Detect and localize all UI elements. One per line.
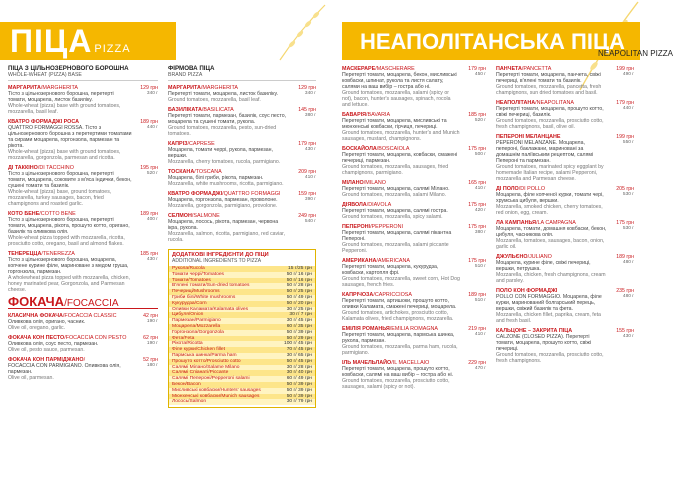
extras-name: Мисливські ковбаски/Hunters' sausages [172,387,261,393]
item-name: ІЛЬ МАЧЕЛЬЛАЙО/IL MACELLAIO [342,360,430,366]
extras-box [168,249,316,408]
item-description-en: Whole-wheat (pizza) base with ground tomatoes, mozzarella, basil leaf. [8,103,121,115]
item-name: КОТО БЕНЕ/COTTO BENE [8,211,76,217]
extras-name: Салямі Мілано/Salame Milano [172,364,240,370]
extras-name: Філе курки/Chicken fillet [172,347,225,353]
menu-item [168,213,316,243]
item-description: Перетерті томати, моцарела, бекон, мисливські ковбаски, шпинат, рукола та листя салату, салями на ваш вибір – гостра або ні. [342,72,457,90]
item-description: Моцарела, курине філе, свіжі печериці, вершки, петрушка. [496,260,591,272]
item-name: ПЕПЕРОНІ МЕЛАНЦАНЕ [496,134,561,140]
item-price: 209 грн [298,169,316,175]
item-name: КВАТРО ФОРМАДЖІ РОСА [8,119,80,125]
extras-price: 60 г/ 35 грн [286,323,312,329]
item-price: 129 грн [298,85,316,91]
item-description: Перетерті томати, моцарела, пармська шинка, рукола, пармезан. [342,332,455,344]
extras-price: 60 г/ 49 грн [286,376,312,382]
item-description-en: Mozzarella, salmon, ricotta, parmigiano, red caviar, rucola. [168,231,286,243]
item-weight: 410 г [474,186,486,191]
item-name: ПЕПЕРОНІ/PEPPERONI [342,224,404,230]
item-name: ФОКАЧА КОН ПАРМІДЖАНО/ [8,357,86,363]
item-description: Перетерті томати, моцарела, салямі Мілано. [342,186,450,192]
menu-item [8,211,158,247]
menu-item [496,66,634,96]
item-name-en: / [83,357,86,363]
item-name-en: /DI POLLO [518,186,546,192]
column-brand [168,66,316,408]
item-description-en: Whole-wheat pizza topped with mozzarella, ricotta, prosciutto cotto, oregano, basil and almond flakes. [8,235,125,247]
item-weight: 340 г [304,91,316,96]
menu-item [342,224,486,254]
item-name: ЛА КАМПАНЬЯ/LA CAMPAGNA [496,220,576,226]
item-description: Моцарела, томати, домашня ковбаски, бекон, цибуля, часникова олія. [496,226,607,238]
section-title: ФІРМОВА ПІЦА [168,65,215,72]
extras-name: Гриби білі/White mushrooms [172,294,236,300]
item-price: 179 грн [468,66,486,72]
menu-item [342,180,486,198]
item-weight: 190 г [146,341,158,346]
item-weight: 430 г [304,147,316,152]
item-price: 175 грн [468,258,486,264]
extras-price: 50 г/ 29 грн [286,335,312,341]
item-price: 195 грн [140,165,158,171]
extras-price: 50 г/ 16 грн [286,277,312,283]
item-price: 165 грн [468,180,486,186]
item-price: 175 грн [468,146,486,152]
item-name-en: /PEPPERONI [370,224,404,230]
item-price: 42 грн [143,313,158,319]
item-weight: 380 г [304,113,316,118]
focaccia-section [8,294,158,381]
item-price: 205 грн [616,186,634,192]
item-name: КЛАСИЧНА ФОКАЧА/FOCACCIA CLASSIC [8,313,117,319]
item-description: POLLO CON FORMAGGIO. Моцарела, філе курки, маринований болгарський перець, вершки, свіжий базилік та фета. [496,294,602,312]
item-name-en: /JULIANO [527,254,552,260]
item-name-en: /MILANO [363,180,386,186]
item-description: Моцарела, томати черрі, рукола, пармезан, вершки. [168,147,273,159]
item-description: Перетерті томати, моцарела, панчета, свіжі печериці, в'ялені томати та базилік. [496,72,601,84]
item-description-en: Ground tomatoes, mozzarella, hunter's and Munich sausages, mustard, champignons. [342,130,460,142]
item-name: МАСКЕРАРЕ/MASCHERARE [342,66,415,72]
item-name-en: /FOCACCIA CON PESTO [64,335,127,341]
item-description-en: Whole-wheat (pizza) base, ground tomatoes, mozzarella, turkey sausages, bacon, fried champignons and roasted garlic. [8,189,112,207]
extras-name: Оливки Каламата/Kalamata olives [172,306,249,312]
item-price: 219 грн [468,326,486,332]
item-name: ЕМІЛІЯ РОМАНЬЯ/EMILIA ROMAGNA [342,326,439,332]
menu-item [342,66,486,108]
item-description-en: Ground tomatoes, mozzarella, spicy salami. [342,214,443,220]
item-name: ДЖУЛЬЄНО/JULIANO [496,254,552,260]
menu-item [342,326,486,356]
item-description-en: Mozzarella, cherry tomatoes, rucola, parmigiano. [168,159,281,165]
item-description: Оливкова олія, соус песто, пармезан. [8,341,99,347]
item-description: Перетерті томати, моцарела, прошуто котто, ковбаски, салямі на ваш вибір – гостра або ні. [342,366,454,378]
menu-item [496,220,634,250]
menu-item [8,335,158,353]
menu-item [8,119,158,161]
item-description: Моцарела, філе копченої курки, томати чері, хрумська цибуля, вершки. [496,192,604,204]
extras-price: 100 г/ 45 грн [283,341,312,347]
item-weight: 190 г [146,319,158,324]
item-description-en: Mozzarella, chicken, fresh champignons, cream and parsley. [496,272,606,284]
item-price: 62 грн [143,335,158,341]
item-weight: 440 г [146,125,158,130]
menu-item [496,134,634,182]
extras-price: 50 г/ 25 грн [286,289,312,295]
item-name: КВАТРО ФОРМАДЖІ/QUATTRO FORMAGGI [168,191,281,197]
extras-name: Бекон/Bacon [172,381,201,387]
item-weight: 510 г [474,298,486,303]
menu-item [342,258,486,288]
item-name-en: /MASCHERARE [375,66,415,72]
extras-price: 50 г/ 45 грн [286,358,312,364]
focaccia-title: ФОКАЧА/FOCACCIA [8,299,158,309]
extras-price: 15 г/25 грн [288,266,312,271]
item-description: Перетерті томати, моцарела, салямі пікантна Пепероні. [342,230,452,242]
extras-price: 30 г/ 25 грн [286,306,312,312]
item-name-en: /CAPRESE [187,141,215,147]
item-description-en: Ground tomatoes, mozzarella, basil leaf. [168,97,261,103]
item-description-en: Ground tomatoes, mozzarella, parma ham, rucola, parmigiano. [342,344,458,356]
item-weight: 430 г [146,257,158,262]
item-price: 199 грн [616,134,634,140]
item-name: КАЛЬЦОНЕ – ЗАКРИТА ПІЦА [496,328,573,334]
menu-item [168,85,316,103]
item-name-en: /TENEREZZA [41,251,75,257]
item-name: КАПРІЗ/CAPRESE [168,141,215,147]
menu-item [342,292,486,322]
item-name: МІЛАНО/MILANO [342,180,386,186]
menu-item [342,112,486,142]
item-weight: 490 г [622,72,634,77]
extras-name: Томати черрі/Tomatoes [172,271,224,277]
item-name: СЕЛМОН/SALMONE [168,213,220,219]
extras-price: 50 г/ 39 грн [286,381,312,387]
item-name: БАЗИЛІКАТА/BASILICATA [168,107,234,113]
column-neapolitan-2 [496,66,634,368]
item-price: 189 грн [468,292,486,298]
item-name-en: /DI TACCHINO [37,165,74,171]
item-description: Тісто з цільнозернового борошна, перетерті томати, моцарела, рікота, прошуто котто, оригано, базилік та оливкова олія. [8,217,130,235]
item-name: МАРГАРИТА/MARGHERITA [168,85,238,91]
item-name-en: /TOSCANA [194,169,222,175]
item-price: 175 грн [468,202,486,208]
item-description-en: Ground tomatoes, mozzarella, salami piccante Pepperoni. [342,242,449,254]
item-description: Перетерті томати, пармезан, базилік, соус песто, моцарела та сушені томати, рукола. [168,113,287,125]
item-price: 189 грн [140,119,158,125]
item-description-en: Ground tomatoes, mozzarella, sausages, fried champignons, parmigiano. [342,164,449,176]
item-name-en: /DIAVOLA [366,202,392,208]
menu-item [496,254,634,284]
item-weight: 530 г [622,192,634,197]
item-name-en: /MARGHERITA [200,85,238,91]
item-description-en: Olive oil, pesto sauce, parmesan. [8,347,85,353]
extras-name: Фета/Feta [172,335,195,341]
item-weight: 410 г [474,332,486,337]
item-price: 155 грн [616,328,634,334]
item-description: Перетерті томати, моцарела, ковбаски, смажені печериці, пармезан. [342,152,458,164]
item-weight: 500 г [474,152,486,157]
item-price: 229 грн [468,360,486,366]
item-description-en: Ground tomatoes, mozzarella, prosciutto cotto, sausages, salami (spicy or not). [342,378,450,390]
item-price: 235 грн [616,288,634,294]
item-weight: 390 г [304,197,316,202]
extras-name: Лосось/Salmon [172,399,207,405]
extras-name: Пармська шинка/Parma ham [172,352,237,358]
menu-item [496,186,634,216]
extras-price: 50 г/ 39 грн [286,393,312,399]
item-description: Моцарела, лосось, рікота, пармезан, червона ікра, рукола. [168,219,279,231]
item-price: 189 грн [140,211,158,217]
item-price: 185 грн [140,251,158,257]
item-weight: 480 г [622,294,634,299]
item-name-en: /BASILICATA [201,107,234,113]
item-weight: 480 г [622,260,634,265]
item-name-en: /QUATTRO FORMAGGI [222,191,281,197]
item-price: 52 грн [143,357,158,363]
item-description-en: Whole-wheat (pizza) base with ground tomatoes, mozzarella, gorgonzola, parmesan and ricotta. [8,149,121,161]
item-description-en: Ground tomatoes, mozzarella, salami (spicy or not), bacon, hunter's sausages, spinach, rocola and lettuce. [342,90,451,108]
item-description: CALZONE (CLOSED PIZZA). Перетерті томати, моцарела, прошуто котто, свіжі печериці. [496,334,592,352]
item-price: 185 грн [468,112,486,118]
menu-item [496,328,634,364]
item-description-en: Ground tomatoes, mozzarella, pesto, sun-dried tomatoes. [168,125,277,137]
extras-price: 50 г/ 49 грн [286,294,312,300]
item-description: Перетерті томати, моцарела, листок базиліку. [168,91,278,97]
item-description: Перетерті томати, моцарела, мисливські та мюнхенські ковбаски, гірчиця, печериці. [342,118,447,130]
item-weight: 420 г [474,208,486,213]
item-weight: 520 г [146,171,158,176]
extras-name: Рукола/Rucola [172,266,205,271]
item-name: ПОЛО КОН ФОРМАДЖІ [496,288,558,294]
item-price: 249 грн [298,213,316,219]
item-description: Тісто з цільнозернового борошна, моцарела, копчене курине філе, мариноване з медом груша, горгонзола, пармезан. [8,257,129,275]
item-description: Перетерті томати, моцарела, салямі гостра. [342,208,448,214]
menu-item [8,85,158,115]
item-name: ДІЯВОЛА/DIAVOLA [342,202,392,208]
item-description-en: Ground tomatoes, mozzarella, prosciutto cotto, fresh champignons, basil, olive oil. [496,118,604,130]
item-name: НЕАПОЛІТАНА/NEAPOLITANA [496,100,574,106]
menu-item [168,107,316,137]
item-weight: 510 г [474,264,486,269]
item-price: 159 грн [298,191,316,197]
item-price: 175 грн [616,220,634,226]
item-price: 179 грн [616,100,634,106]
item-weight: 520 г [474,118,486,123]
wheat-decoration-icon [270,0,330,60]
item-description: Тісто з цільнозернового борошна, перетерті томати, моцарела, листок базиліку. [8,91,114,103]
pizza-title: ПІЦА PIZZA [10,23,131,59]
item-name: ДІ ТАККІНО/DI TACCHINO [8,165,74,171]
item-name-en: /PANCETTA [521,66,552,72]
extras-price: 50 г/ 39 грн [286,387,312,393]
menu-item [168,141,316,165]
item-weight: 540 г [304,219,316,224]
item-name: ФОКАЧА КОН ПЕСТО/FOCACCIA CON PESTO [8,335,127,341]
item-description-en: Ground tomatoes, mozzarella, prosciutto cotto, fresh champignons. [496,352,604,364]
item-description-en: Ground tomatoes, mozzarella, sweet corn, Hot Dog sausages, french fries. [342,276,460,288]
extras-name: Томати/Tomatoes [172,277,211,283]
item-name-en: /SALMONE [191,213,220,219]
extras-price: 30 г/ 79 грн [286,399,312,405]
item-name-en: /BAVARIA [366,112,391,118]
extras-price: 30 г/ 40 грн [286,370,312,376]
item-name-en: /MARGHERITA [40,85,78,91]
item-name-en: /BOSCAIOLA [376,146,410,152]
item-name-en: /COTTO BENE [39,211,76,217]
menu-item [8,313,158,331]
extras-price: 30 г/ 65 грн [286,352,312,358]
item-weight: 530 г [622,226,634,231]
extras-price: 50 г/ 39 грн [286,329,312,335]
extras-name: Моцарела/Mozzarella [172,323,221,329]
item-description-en: Ground tomatoes, mozzarella, salami Milano. [342,192,447,198]
item-name: МАРГАРИТА/MARGHERITA [8,85,78,91]
extras-row [169,399,315,405]
item-description: Оливкова олія, оригано, часник. [8,319,86,325]
menu-item [168,191,316,209]
item-description-en: Mozzarella, gorgonzola, parmigiano, provolone. [168,203,278,209]
extras-name: Цибуля/Onion [172,312,204,318]
item-weight: 450 г [474,72,486,77]
item-description-en: Olive oil, oregano, garlic. [8,325,66,331]
item-description-en: Mozzarella, tomatoes, sausages, bacon, onion, garlic oil. [496,238,605,250]
item-description-en: Mozzarella, smoked chicken, cherry tomatoes, red onion, egg, cream. [496,204,603,216]
menu-item [496,288,634,324]
extras-price: 70 г/ 45 грн [286,347,312,353]
item-name-en: /CAPRICCIOSA [373,292,412,298]
item-description-en: Mozzarella, white mushrooms, ricotta, parmigiano. [168,181,284,187]
item-price: 189 грн [616,254,634,260]
extras-price: 30 г/ 7 грн [289,312,312,318]
item-description-en: Ground tomatoes, marinated spicy eggplant by homemade Italian recipe, salami Pepperoni, mozzarella and Parmesan cheese. [496,164,604,182]
menu-item [342,146,486,176]
menu-item [342,202,486,220]
column-wholewheat [8,66,158,385]
extras-name: В'ялені томати/Sun-dried tomatoes [172,283,250,289]
item-name: ПАНЧЕТА/PANCETTA [496,66,552,72]
extras-name: Рікота/Ricotta [172,341,203,347]
item-description-en: Olive oil, parmesan. [8,375,54,381]
item-description: Перетерті томати, моцарела, прошуто котто, свіжі печериці, базилік. [496,106,604,118]
extras-price: 30 г/ 45 грн [286,318,312,324]
item-name-en: /LA CAMPAGNA [536,220,576,226]
extras-name: Пармезан/Parmigiano [172,318,221,324]
item-name-en: /FOCACCIA CLASSIC [62,313,117,319]
section-subtitle: WHOLE-WHEAT (PIZZA) BASE [8,72,158,81]
extras-price: 50 г/ 28 грн [286,283,312,289]
menu-item [8,357,158,381]
item-price: 129 грн [140,85,158,91]
extras-price: 50 г/ 20 грн [286,300,312,306]
menu-item [8,165,158,207]
item-description-en: Ground tomatoes, artichokes, prosciutto cotto, Kalamata olives, fried champignons, mozzarella. [342,310,454,322]
extras-name: Салямі Спіанаті/Piccante [172,370,229,376]
item-weight: 550 г [622,140,634,145]
item-weight: 180 г [146,363,158,368]
extras-subtitle: ADDITIONAL INGREDIENTS TO PIZZA [172,258,262,264]
item-description-en: Ground tomatoes, mozzarella, pancetta, fresh champignons, sun dried tomatoes and basil. [496,84,602,96]
extras-price: 50 г/ 16 грн [286,271,312,277]
neapolitan-title: НЕАПОЛІТАНСЬКА ПІЦА NEAPOLITAN PIZZA [360,29,673,58]
item-description-en: A wholewheat pizza topped with mozzarella, chicken, honey marinated pear, Gorgonzola, and Parmesan cheese. [8,275,130,293]
item-description: Моцарела, білі гриби, рікота, пармезан. [168,175,264,181]
section-subtitle: BRAND PIZZA [168,72,316,81]
menu-item [8,251,158,293]
item-name: ТОСКАНА/TOSCANA [168,169,222,175]
item-price: 145 грн [298,107,316,113]
item-name-en: /AMERICANA [376,258,410,264]
extras-name: Мюнхенські ковбаски/Munich sausages [172,393,260,399]
menu-item [496,100,634,130]
extras-price: 30 г/ 28 грн [286,364,312,370]
item-weight: 470 г [474,366,486,371]
extras-name: Прошуто котто/Prosciutto cotto [172,358,241,364]
item-weight: 400 г [146,217,158,222]
extras-title: ДОДАТКОВІ ІНГРЕДІЄНТИ ДО ПІЦИ [172,252,269,258]
item-name: АМЕРИКАНА/AMERICANA [342,258,410,264]
item-name-en: /NEAPOLITANA [535,100,574,106]
extras-name: Горгонзола/Gorgonzola [172,329,224,335]
item-description: FOCACCIA CON PARMIGIANO. Оливкова олія, пармезан. [8,363,121,375]
item-description: Моцарела, горгонзола, пармезан, проволоне. [168,197,278,203]
item-name-en: /EMILIA ROMAGNA [389,326,439,332]
menu-item [168,169,316,187]
item-price: 199 грн [616,66,634,72]
item-name-en: /IL MACELLAIO [391,360,430,366]
item-price: 179 грн [298,141,316,147]
item-description: QUATTRO FORMAGGI ROSSA. Тісто з цільнозернового борошна з перетертими томатами та сирами моцарела, горгонзола, пармезан та рікота. [8,125,132,149]
item-name: ТЕНЕРЕЦЦА/TENEREZZA [8,251,75,257]
extras-name: Салямі Пепероні/Pepperoni salami [172,376,250,382]
item-weight: 440 г [622,106,634,111]
extras-name: Печериці/Mushrooms [172,289,220,295]
item-description: Тісто з цільнозернового борошна, перетерті томати, моцарела, соковите з м'яса індички, бекон, сушені томати та базилік. [8,171,132,189]
item-description-en: Mozzarella, chicken fillet, paprika, cream, feta and fresh basil. [496,312,601,324]
item-description: PEPERONI MELANZANE. Моцарела, пепероні, баклажани, мариновані за домашнім паліївським рецептом, салямі Пепероні та пармезан. [496,140,594,164]
item-weight: 430 г [622,334,634,339]
item-name: ДІ ПОЛО/DI POLLO [496,186,546,192]
extras-name: Кукурудза/Corn [172,300,207,306]
menu-item [342,360,486,390]
section-title: ПІЦА З ЦІЛЬНОЗЕРНОВОГО БОРОШНА [8,65,129,72]
item-description: Перетерті томати, артишоки, прошуто котто, оливки Каламата, смажені печериці, моцарела. [342,298,457,310]
column-neapolitan-1 [342,66,486,394]
item-price: 175 грн [468,224,486,230]
item-name: БАВАРІЯ/BAVARIA [342,112,391,118]
item-name: КАПРІЧОЗА/CAPRICCIOSA [342,292,412,298]
item-description: Перетерті томати, моцарела, кукурудза, ковбаски, картопля фрі. [342,264,439,276]
item-weight: 340 г [146,91,158,96]
item-weight: 410 г [304,175,316,180]
item-weight: 380 г [474,230,486,235]
item-name: БОСКАЙОЛА/BOSCAIOLA [342,146,410,152]
